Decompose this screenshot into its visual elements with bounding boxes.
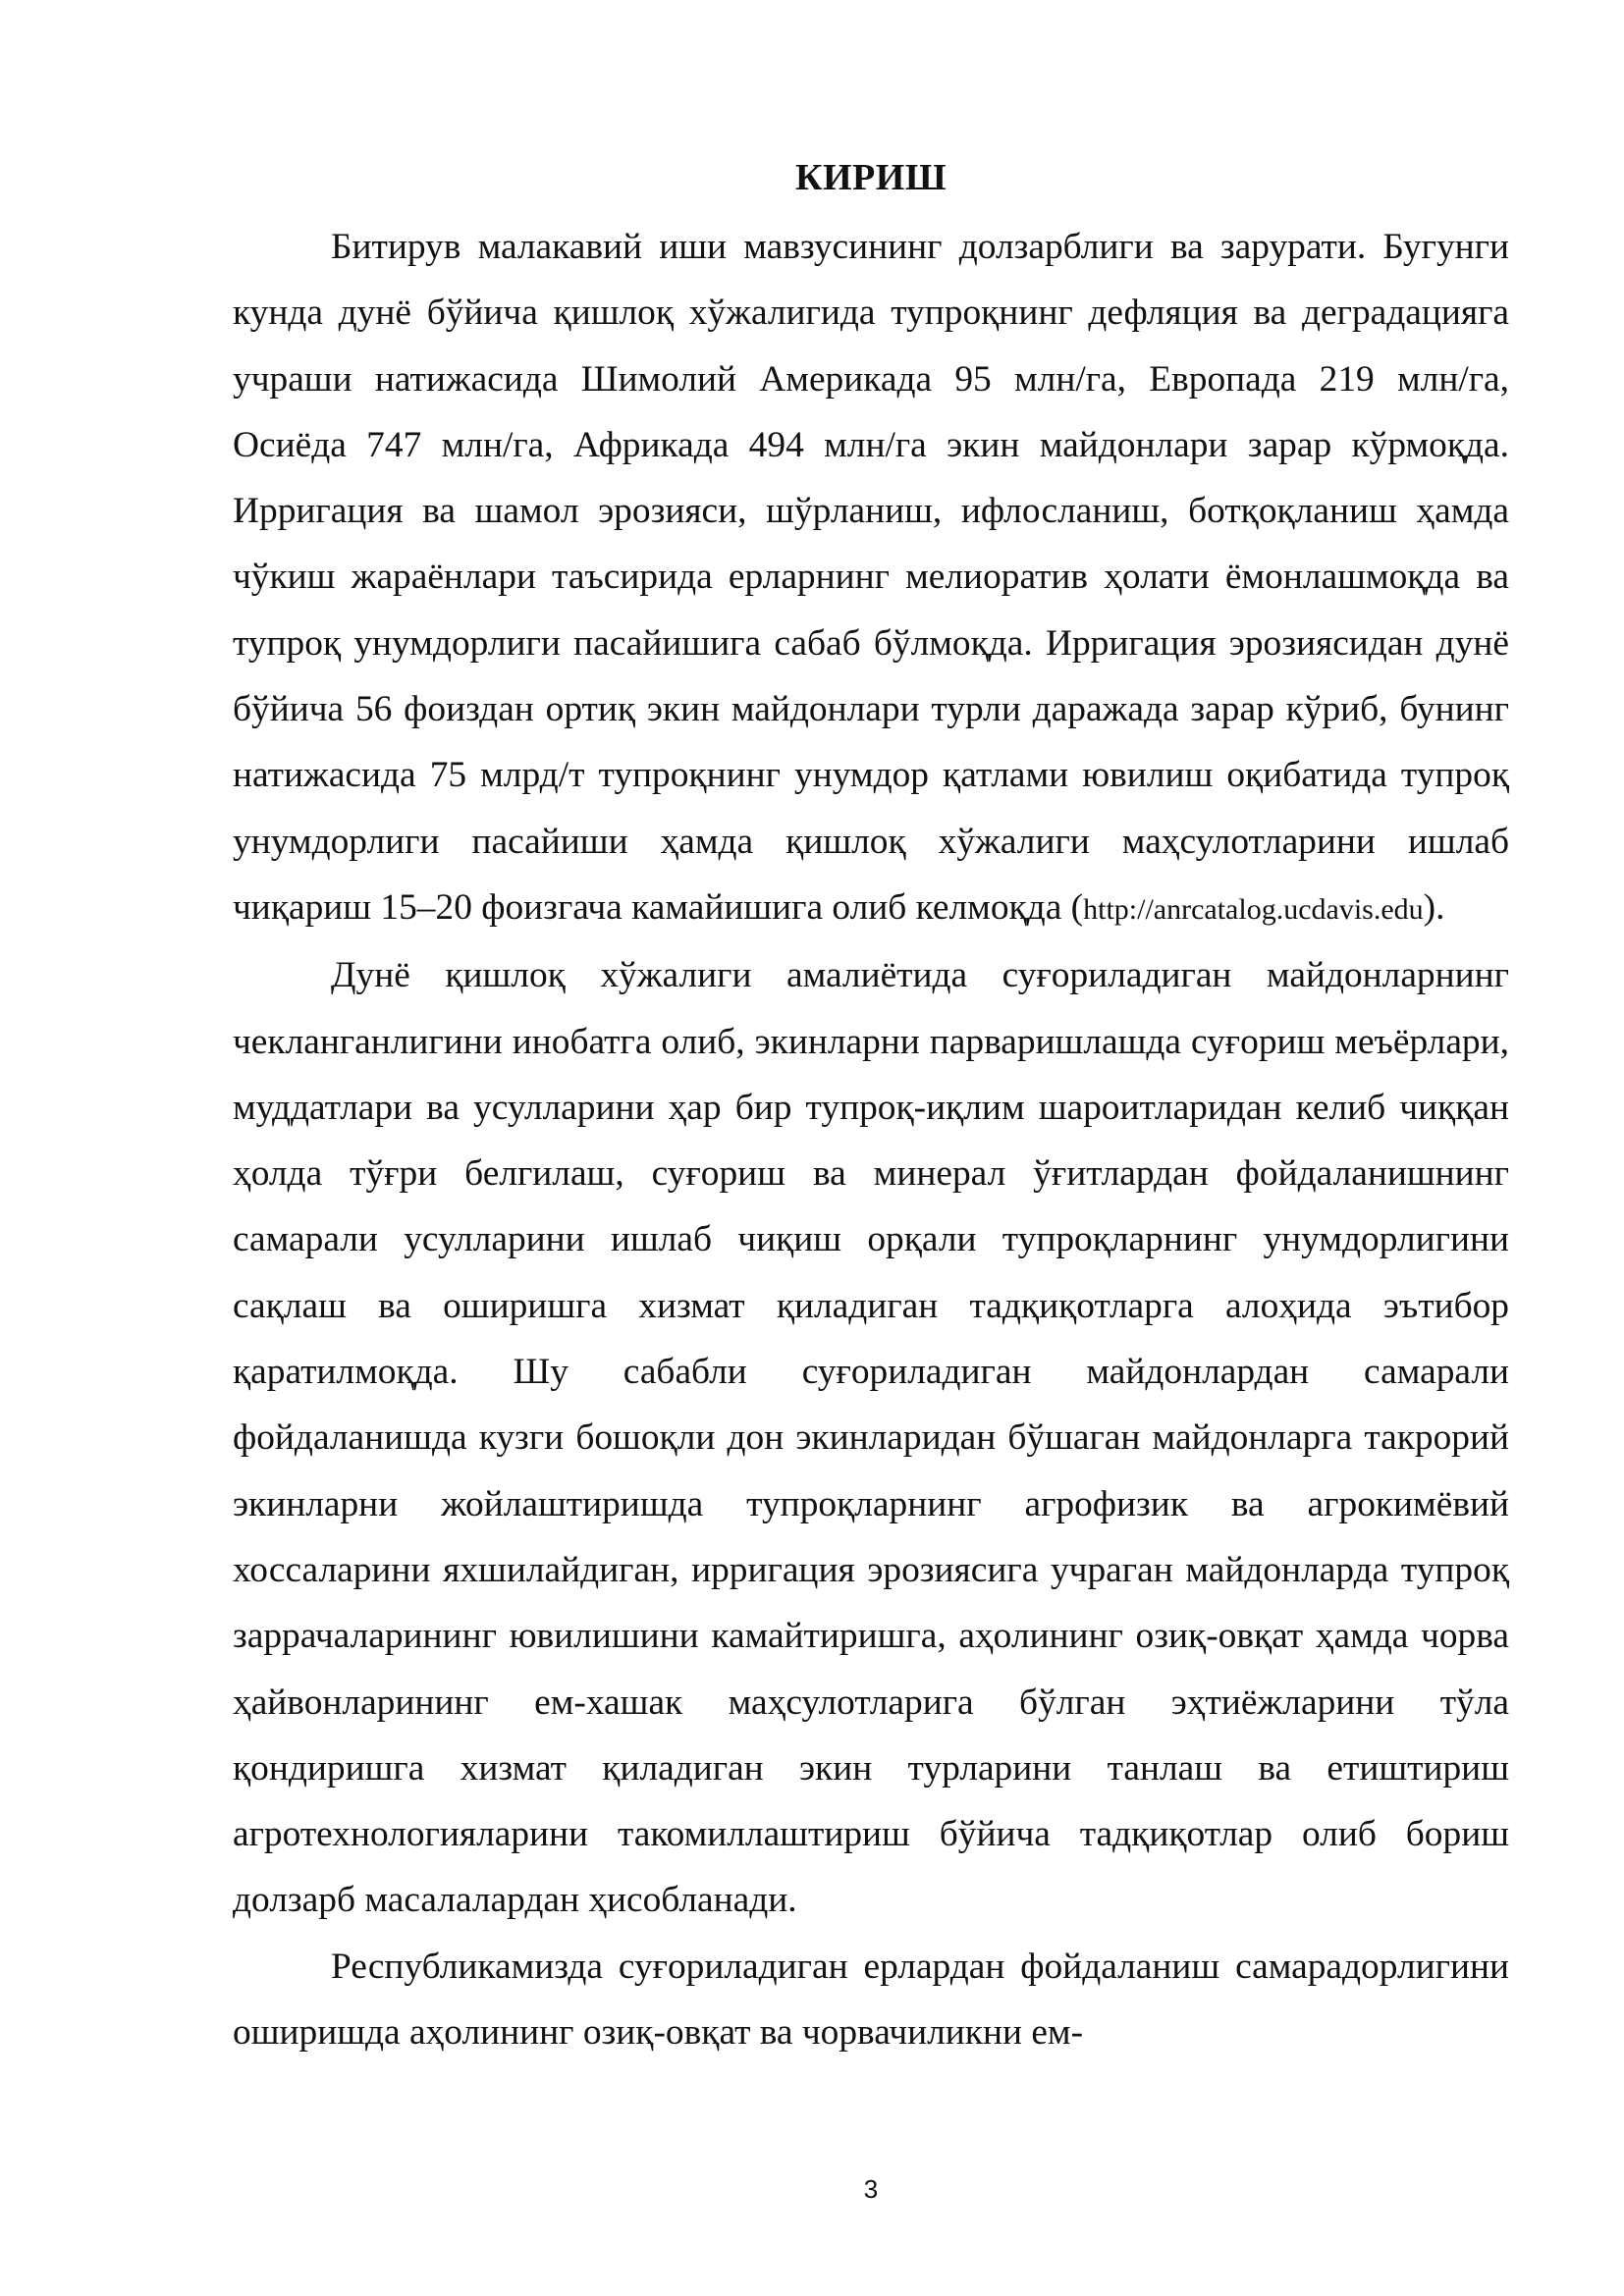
paragraph-1-end: ). [1423,886,1445,928]
body-text [233,214,1509,2065]
page-number: 3 [863,2174,879,2204]
paragraph-2 [233,942,1509,1933]
paragraph-3 [233,1934,1509,2066]
paragraph-1-text: Битирув малакавий иши мавзусининг долзарблиги ва зарурати. Бугунги кунда дунё бўйича қишлоқ хўжалигида тупроқнинг дефляция ва деградацияга учраши натижасида Шимолий Америкада 95 млн/га, Европада 219 млн/га, Осиёда 747 млн/га, Африкада 494 млн/га экин майдонлари зарар кўрмоқда. Ирригация ва шамол эрозияси, шўрланиш, ифлосланиш, ботқоқланиш ҳамда чўкиш жараёнлари таъсирида ерларнинг мелиоратив ҳолати ёмонлашмоқда ва тупроқ унумдорлиги пасайишига сабаб бўлмоқда. Ирригация эрозиясидан дунё бўйича 56 фоиздан ортиқ экин майдонлари турли даражада зарар кўриб, бунинг натижасида 75 млрд/т тупроқнинг унумдор қатлами ювилиш оқибатида тупроқ унумдорлиги пасайиши ҳамда қишлоқ хўжалиги маҳсулотларини ишлаб чиқариш 15–20 фоизгача камайишига олиб келмоқда ( [233,227,1509,928]
paragraph-1 [233,214,1509,942]
paragraph-2-text: Дунё қишлоқ хўжалиги амалиётида суғориладиган майдонларнинг чекланганлигини инобатга олиб, экинларни парваришлашда суғориш меъёрлари, муддатлари ва усулларини ҳар бир тупроқ-иқлим шароитларидан келиб чиққан ҳолда тўғри белгилаш, суғориш ва минерал ўғитлардан фойдаланишнинг самарали усулларини ишлаб чиқиш орқали тупроқларнинг унумдорлигини сақлаш ва оширишга хизмат қиладиган тадқиқотларга алоҳида эътибор қаратилмоқда. Шу сабабли суғориладиган майдонлардан самарали фойдаланишда кузги бошоқли дон экинларидан бўшаган майдонларга такрорий экинларни жойлаштиришда тупроқларнинг агрофизик ва агрокимёвий хоссаларини яхшилайдиган, ирригация эрозиясига учраган майдонларда тупроқ заррачаларининг ювилишини камайтиришга, аҳолининг озиқ-овқат ҳамда чорва ҳайвонларининг ем-хашак маҳсулотларига бўлган эҳтиёжларини тўла қондиришга хизмат қиладиган экин турларини танлаш ва етиштириш агротехнологияларини такомиллаштириш бўйича тадқиқотлар олиб бориш долзарб масалалардан ҳисобланади. [233,955,1509,1921]
paragraph-3-text: Республикамизда суғориладиган ерлардан фойдаланиш самарадорлигини оширишда аҳолининг озиқ-овқат ва чорвачиликни ем- [233,1946,1509,2054]
source-url: http://anrcatalog.ucdavis.edu [1083,892,1424,926]
section-heading: КИРИШ [794,157,947,198]
